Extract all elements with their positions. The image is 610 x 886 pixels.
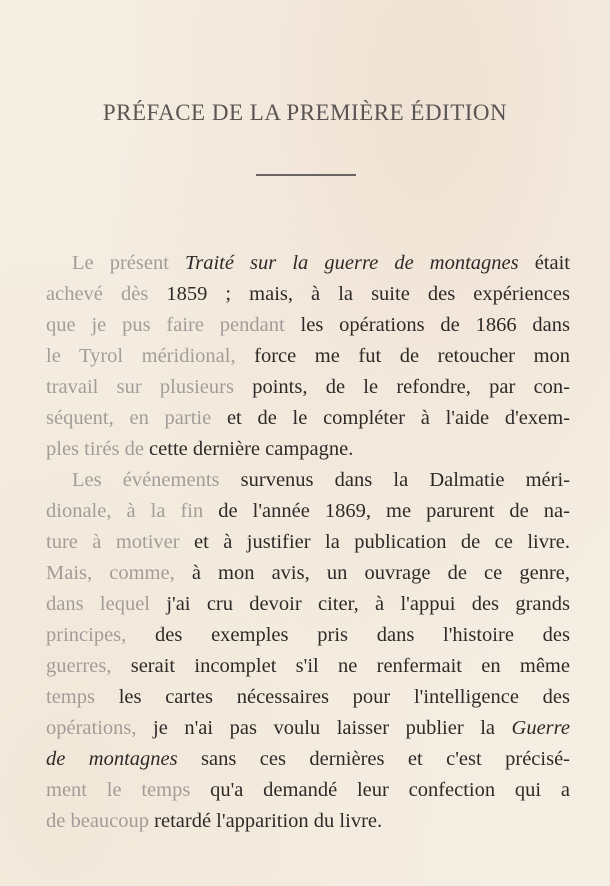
text-line <box>46 279 570 310</box>
text-line <box>46 465 570 496</box>
italic-title: Traité sur la guerre de montagnes <box>184 252 519 274</box>
faded-text: dans lequel <box>46 593 167 615</box>
text-line <box>46 589 570 620</box>
text-line <box>46 775 570 806</box>
line-text: points, de le refondre, par con- <box>252 376 570 398</box>
line-text: les opérations de 1866 dans <box>300 314 570 336</box>
faded-text: Le présent <box>72 252 185 274</box>
line-text: 1859 ; mais, à la suite des expériences <box>166 283 570 305</box>
faded-text: que je pus faire pendant <box>46 314 301 336</box>
text-line <box>46 744 570 775</box>
text-line <box>46 341 570 372</box>
text-line <box>46 527 570 558</box>
faded-text: achevé dès <box>46 283 167 305</box>
line-text: des exemples pris dans l'histoire des <box>155 624 570 646</box>
faded-text: opérations, <box>46 717 154 739</box>
text-line <box>46 372 570 403</box>
faded-text: séquent, en partie <box>46 407 227 429</box>
body-text <box>46 248 570 837</box>
line-text: serait incomplet s'il ne renfermait en même <box>130 655 570 677</box>
faded-text: guerres, <box>46 655 131 677</box>
italic-title: de montagnes <box>46 748 178 770</box>
line-text: à mon avis, un ouvrage de ce genre, <box>191 562 570 584</box>
faded-text: Mais, comme, <box>46 562 192 584</box>
text-line <box>46 310 570 341</box>
text-line <box>46 434 570 465</box>
faded-text: Les événements <box>72 469 241 491</box>
faded-text: ples tirés de <box>46 438 150 460</box>
faded-text: temps <box>46 686 119 708</box>
line-text: et de le compléter à l'aide d'exem- <box>226 407 570 429</box>
italic-title: Guerre <box>511 717 570 739</box>
faded-text: ture à motiver <box>46 531 195 553</box>
line-text: j'ai cru devoir citer, à l'appui des grands <box>166 593 570 615</box>
text-line <box>46 806 570 837</box>
page-heading: PRÉFACE DE LA PREMIÈRE ÉDITION <box>102 100 508 125</box>
line-text: cette dernière campagne. <box>149 438 354 460</box>
text-line <box>46 248 570 279</box>
faded-text: le Tyrol méridional, <box>46 345 255 367</box>
faded-text: ment le temps <box>46 779 211 801</box>
faded-text: travail sur plusieurs <box>46 376 253 398</box>
faded-text: dionale, à la fin <box>46 500 219 522</box>
line-text: était <box>518 252 570 274</box>
line-text: sans ces dernières et c'est précisé- <box>177 748 570 770</box>
text-line <box>46 713 570 744</box>
faded-text: de beaucoup <box>46 810 155 832</box>
text-line <box>46 558 570 589</box>
text-line <box>46 620 570 651</box>
text-line <box>46 682 570 713</box>
line-text: et à justifier la publication de ce livre. <box>194 531 571 553</box>
faded-text: principes, <box>46 624 156 646</box>
text-line <box>46 403 570 434</box>
line-text: retardé l'apparition du livre. <box>154 810 383 832</box>
line-text: qu'a demandé leur confection qui a <box>210 779 570 801</box>
text-line <box>46 651 570 682</box>
line-text: je n'ai pas voulu laisser publier la <box>153 717 512 739</box>
text-line <box>46 496 570 527</box>
heading-rule <box>256 174 356 176</box>
line-text: de l'année 1869, me parurent de na- <box>218 500 570 522</box>
line-text: les cartes nécessaires pour l'intelligence des <box>118 686 571 708</box>
line-text: force me fut de retoucher mon <box>254 345 571 367</box>
line-text: survenus dans la Dalmatie méri- <box>240 469 570 491</box>
